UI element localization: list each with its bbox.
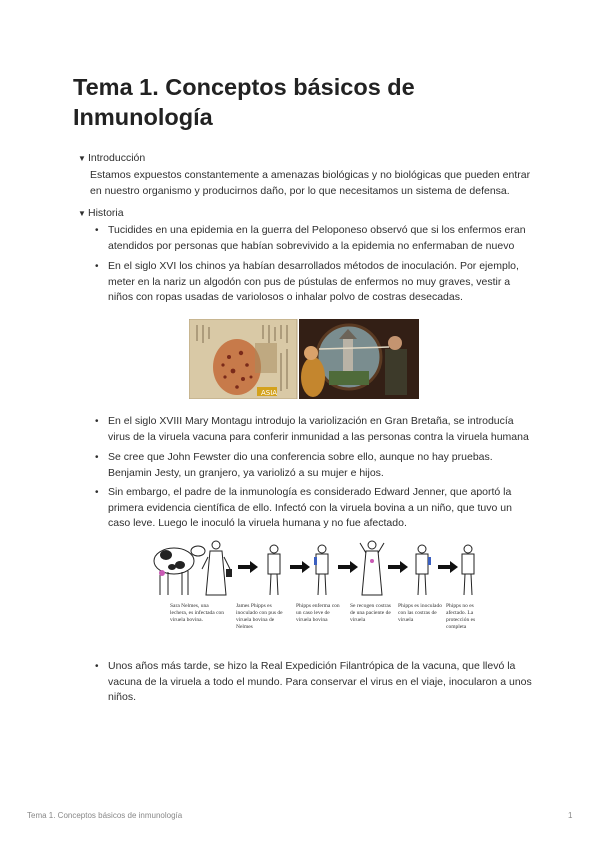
intro-paragraph: Estamos expuestos constantemente a amenazas biológicas y no biológicas que pueden entrar en nuestro organismo y producirnos daño, por lo que necesitamos un sistema de defensa. xyxy=(90,169,531,197)
caption: Phipps no es afectado. La protección es completa xyxy=(446,603,476,630)
list-item: • Se cree que John Fewster dio una conferencia sobre ello, aunque no hay pruebas. Benjamin Jesty, un granjero, ya variolizó a su mujer e hijos. xyxy=(95,451,493,479)
bullet-icon: • xyxy=(95,416,99,427)
bullet-icon: • xyxy=(95,452,99,463)
list-item: • Sin embargo, el padre de la inmunología es considerado Edward Jenner, que aportó la primera evidencia científica de ello. Infectó con la viruela bovina a un niño, que tuvo un caso leve. Luego le inoculó la viruela humana y no fue afectado. xyxy=(95,486,512,529)
caption: Se recogen costras de una paciente de viruela xyxy=(350,603,391,623)
asia-label: ASIA xyxy=(261,389,278,397)
bullet-icon: • xyxy=(95,261,99,272)
toggle-introduccion[interactable] xyxy=(78,151,145,166)
figure-captions xyxy=(150,603,490,647)
list-item: • En el siglo XVIII Mary Montagu introdujo la variolización en Gran Bretaña, se introducía virus de la viruela vacuna para conferir inmunidad a las personas contra la viruela humana xyxy=(95,415,529,443)
jenner-sequence-svg xyxy=(150,539,490,601)
caption: Phipps enferma con un caso leve de viruela bovina xyxy=(296,603,340,623)
bullet-icon: • xyxy=(95,225,99,236)
list-item: • Unos años más tarde, se hizo la Real Expedición Filantrópica de la vacuna, que llevó la vacuna de la viruela a todo el mundo. Para conservar el virus en el viaje, inocularon a unos niños. xyxy=(95,660,532,703)
toggle-label: Historia xyxy=(88,207,124,219)
bullet-icon: • xyxy=(95,661,99,672)
caret-down-icon: ▼ xyxy=(78,209,86,218)
footer-title: Tema 1. Conceptos básicos de inmunología xyxy=(27,811,183,820)
bullet-icon: • xyxy=(95,487,99,498)
page-title: Tema 1. Conceptos básicos de Inmunología xyxy=(73,74,415,130)
page-number: 1 xyxy=(568,811,573,820)
figure-inoculation-svg xyxy=(189,319,419,399)
caption: Phipps es inoculado con las costras de viruela xyxy=(398,603,442,623)
toggle-historia[interactable] xyxy=(78,206,124,221)
caption: Sara Nelmes, una lechera, es infectada con viruela bovina. xyxy=(170,603,225,623)
figure-jenner-sequence xyxy=(150,539,490,644)
list-item: • En el siglo XVI los chinos ya habían desarrollados métodos de inoculación. Por ejemplo, meter en la nariz un algodón con pus de pústulas de enfermos no muy graves, vestir a niños con ropas usadas de variolosos o inhalar polvo de costras desecadas. xyxy=(95,260,519,303)
caret-down-icon: ▼ xyxy=(78,154,86,163)
list-item: • Tucidides en una epidemia en la guerra del Peloponeso observó que si los enfermos eran atendidos por personas que habían sobrevivido a la epidemia no enfermaban de nuevo xyxy=(95,224,526,252)
caption: James Phipps es inoculado con pus de viruela bovina de Nelmes xyxy=(236,603,283,630)
toggle-label: Introducción xyxy=(88,152,146,164)
figure-inoculation-images xyxy=(189,319,419,399)
